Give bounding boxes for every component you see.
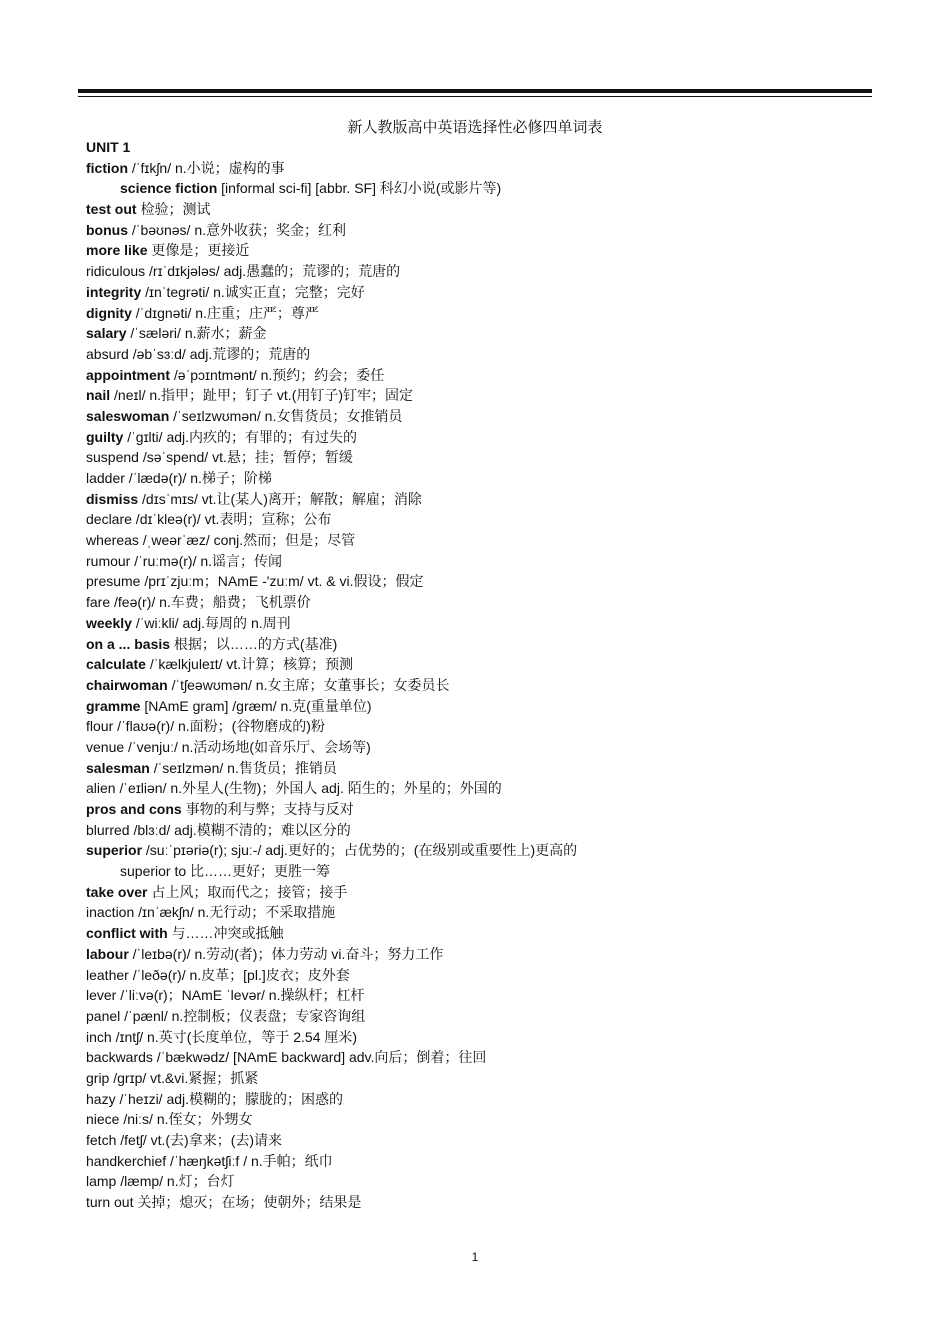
vocab-entry	[86, 509, 886, 530]
vocab-word: on a ... basis	[86, 635, 171, 652]
vocab-entry	[86, 323, 886, 344]
vocab-word: handkerchief	[86, 1152, 167, 1169]
vocab-definition: /ˈdɪɡnəti/ n.庄重；庄严；尊严	[131, 304, 319, 321]
vocab-word: presume	[86, 573, 141, 590]
vocab-definition: /blɜːd/ adj.模糊不清的；难以区分的	[129, 821, 351, 838]
vocab-entry	[86, 861, 886, 882]
vocab-definition: /rɪˈdɪkjələs/ adj.愚蠢的；荒谬的；荒唐的	[145, 263, 401, 280]
vocab-word: blurred	[86, 821, 130, 838]
vocab-entry	[86, 944, 886, 965]
vocab-entry	[86, 261, 886, 282]
vocab-word: absurd	[86, 345, 129, 362]
vocab-word: pros and cons	[86, 801, 182, 817]
vocab-word: fetch	[86, 1132, 117, 1148]
vocab-entry	[86, 1151, 886, 1172]
vocab-definition: /niːs/ n.侄女；外甥女	[119, 1111, 253, 1128]
vocab-word: dismiss	[86, 490, 139, 507]
vocab-definition: /dɪˈkleə(r)/ vt.表明；宣称；公布	[131, 511, 332, 528]
vocab-entry	[86, 1109, 886, 1130]
vocab-definition: /ˈlædə(r)/ n.梯子；阶梯	[124, 470, 272, 486]
vocab-definition: /ˈleðə(r)/ n.皮革；[pl.]皮衣；皮外套	[128, 966, 350, 983]
entry-rows	[86, 158, 886, 1213]
vocab-definition: /prɪˈzjuːm；NAmE -'zuːm/ vt. & vi.假设；假定	[140, 573, 424, 590]
vocab-word: inaction	[86, 904, 135, 921]
vocab-definition: /ɡrɪp/ vt.&vi.紧握；抓紧	[109, 1069, 259, 1086]
vocab-entry	[86, 447, 886, 468]
vocab-entry	[86, 613, 886, 634]
vocab-entry	[86, 902, 886, 923]
vocab-word: rumour	[86, 552, 131, 569]
vocab-word: superior	[86, 842, 143, 859]
vocab-word: whereas	[86, 532, 139, 549]
unit-heading: UNIT 1	[86, 139, 131, 155]
vocab-entry	[86, 1068, 886, 1089]
vocab-word: more like	[86, 242, 148, 259]
vocab-word: science fiction	[120, 180, 218, 197]
document-title: 新人教版高中英语选择性必修四单词表	[347, 118, 603, 136]
vocab-entry	[86, 385, 886, 406]
vocab-entry	[86, 882, 886, 903]
vocab-word: suspend	[86, 449, 139, 466]
vocab-entry	[86, 1006, 886, 1027]
vocab-definition: /ˈseɪlzwʊmən/ n.女售货员；女推销员	[169, 407, 403, 424]
vocab-entry	[86, 220, 886, 241]
vocab-word: niece	[86, 1111, 120, 1128]
vocab-word: flour	[86, 718, 114, 735]
vocab-word: chairwoman	[86, 676, 168, 693]
vocab-definition: /fetʃ/ vt.(去)拿来；(去)请来	[116, 1132, 283, 1148]
page-number: 1	[471, 1250, 479, 1264]
vocab-entry	[86, 303, 886, 324]
vocab-definition: /suːˈpɪəriə(r); sjuː-/ adj.更好的；占优势的；(在级别或重要性上)更高的	[142, 842, 578, 859]
vocab-entry	[86, 282, 886, 303]
vocab-entry	[86, 778, 886, 799]
vocab-entry	[86, 758, 886, 779]
vocab-word: declare	[86, 511, 132, 528]
vocab-entry	[86, 1130, 886, 1151]
vocab-entry	[86, 571, 886, 592]
vocab-definition: /ˈbækwədz/ [NAmE backward] adv.向后；倒着；往回	[152, 1049, 487, 1066]
vocab-word: test out	[86, 201, 137, 218]
vocab-definition: /dɪsˈmɪs/ vt.让(某人)离开；解散；解雇；消除	[138, 490, 422, 507]
vocab-word: salary	[86, 325, 127, 342]
vocab-definition: /ˈvenjuː/ n.活动场地(如音乐厅、会场等)	[124, 738, 371, 755]
vocab-definition: /əbˈsɜːd/ adj.荒谬的；荒唐的	[128, 345, 311, 362]
vocab-definition: 检验；测试	[136, 201, 211, 218]
vocab-definition: 占上风；取而代之；接管；接手	[147, 883, 348, 900]
vocab-word: lamp	[86, 1173, 117, 1190]
vocab-entry	[86, 654, 886, 675]
vocab-definition: /neɪl/ n.指甲；趾甲；钉子 vt.(用钉子)钉牢；固定	[110, 387, 414, 404]
vocab-word: salesman	[86, 759, 150, 776]
vocab-definition: /ˈruːmə(r)/ n.谣言；传闻	[130, 552, 283, 569]
vocab-word: lever	[86, 987, 117, 1004]
vocab-word: fiction	[86, 159, 128, 176]
vocab-definition: /ˈhæŋkətʃiːf / n.手帕；纸巾	[166, 1152, 333, 1169]
vocab-entry	[86, 634, 886, 655]
vocab-word: leather	[86, 966, 129, 983]
vocab-definition: /ˈleɪbə(r)/ n.劳动(者)；体力劳动 vi.奋斗；努力工作	[128, 945, 444, 962]
vocab-word: take over	[86, 883, 148, 900]
vocab-definition: /ˈpænl/ n.控制板；仪表盘；专家咨询组	[120, 1007, 366, 1024]
vocab-word: appointment	[86, 366, 170, 383]
vocab-definition: /ˈseɪlzmən/ n.售货员；推销员	[149, 759, 337, 776]
vocab-entry	[86, 199, 886, 220]
vocab-word: bonus	[86, 221, 128, 238]
vocab-definition: /ɪnˈækʃn/ n.无行动；不采取措施	[134, 904, 336, 921]
header-rule-thick	[78, 89, 872, 93]
vocab-entry	[86, 1027, 886, 1048]
vocab-entry	[86, 240, 886, 261]
vocab-entry	[86, 344, 886, 365]
vocab-word: inch	[86, 1028, 112, 1045]
vocab-definition: 根据；以……的方式(基准)	[170, 635, 338, 652]
vocab-word: weekly	[86, 614, 132, 631]
vocab-entry	[86, 1047, 886, 1068]
vocab-word: labour	[86, 945, 129, 962]
vocab-word: dignity	[86, 304, 132, 321]
vocab-entry	[86, 427, 886, 448]
vocab-word: ridiculous	[86, 263, 146, 280]
vocab-entry	[86, 675, 886, 696]
vocab-definition: /ˈbəʊnəs/ n.意外收获；奖金；红利	[128, 221, 346, 238]
vocab-definition: 关掉；熄灭；在场；使朝外；结果是	[133, 1194, 362, 1211]
vocab-definition: /ˈwiːkli/ adj.每周的 n.周刊	[131, 614, 291, 631]
vocab-definition: /læmp/ n.灯；台灯	[116, 1173, 235, 1190]
vocab-entry	[86, 985, 886, 1006]
vocab-entry	[86, 923, 886, 944]
vocab-entry	[86, 1089, 886, 1110]
vocab-word: nail	[86, 387, 111, 404]
vocab-entry	[86, 178, 886, 199]
vocab-word: backwards	[86, 1049, 153, 1066]
header-rule-thin	[78, 96, 872, 97]
vocab-word: ladder	[86, 470, 125, 486]
vocab-word: gramme	[86, 697, 141, 714]
vocab-word: hazy	[86, 1090, 116, 1107]
vocab-definition: /ɪnˈteɡrəti/ n.诚实正直；完整；完好	[141, 283, 365, 300]
vocab-word: grip	[86, 1069, 110, 1086]
vocab-word: guilty	[86, 428, 124, 445]
vocab-entry	[86, 158, 886, 179]
vocab-entry	[86, 489, 886, 510]
vocab-definition: /ˈtʃeəwʊmən/ n.女主席；女董事长；女委员长	[167, 676, 450, 693]
vocab-entry	[86, 551, 886, 572]
vocab-entry	[86, 820, 886, 841]
vocab-definition: /ˈliːvə(r)；NAmE ˈlevər/ n.操纵杆；杠杆	[116, 987, 365, 1004]
vocab-definition: /ˈheɪzi/ adj.模糊的；朦胧的；困惑的	[115, 1090, 344, 1107]
vocab-word: alien	[86, 780, 116, 797]
vocab-entry	[86, 365, 886, 386]
vocab-definition: /ˈfɪkʃn/ n.小说；虚构的事	[128, 159, 285, 176]
vocab-entry	[86, 965, 886, 986]
vocab-entry	[86, 592, 886, 613]
vocab-entry	[86, 1192, 886, 1213]
vocab-entry	[86, 716, 886, 737]
vocab-definition: [NAmE gram] /ɡræm/ n.克(重量单位)	[140, 697, 372, 714]
vocab-definition: /səˈspend/ vt.悬；挂；暂停；暂缓	[138, 449, 353, 466]
vocab-definition: 事物的利与弊；支持与反对	[181, 801, 354, 817]
vocab-entry	[86, 840, 886, 861]
vocab-definition: /ˈeɪliən/ n.外星人(生物)；外国人 adj. 陌生的；外星的；外国的	[115, 780, 502, 797]
vocab-definition: [informal sci-fi] [abbr. SF] 科幻小说(或影片等)	[217, 180, 502, 197]
vocab-entry	[86, 406, 886, 427]
vocab-definition: /əˈpɔɪntmənt/ n.预约；约会；委任	[170, 366, 385, 383]
vocab-word: superior to	[120, 863, 187, 880]
vocab-definition: 与……冲突或抵触	[167, 925, 284, 942]
vocab-definition: 比……更好；更胜一筹	[186, 863, 331, 880]
vocab-definition: /ɪntʃ/ n.英寸(长度单位，等于 2.54 厘米)	[111, 1028, 358, 1045]
vocab-entry	[86, 737, 886, 758]
vocab-definition: /ˈkælkjuleɪt/ vt.计算；核算；预测	[145, 656, 354, 673]
vocab-definition: /ˈflaʊə(r)/ n.面粉；(谷物磨成的)粉	[113, 718, 325, 735]
vocab-word: panel	[86, 1007, 121, 1024]
vocab-entry	[86, 1171, 886, 1192]
vocabulary-list	[86, 137, 886, 1213]
vocab-definition: 更像是；更接近	[147, 242, 250, 259]
vocab-entry	[86, 468, 886, 489]
vocab-word: conflict with	[86, 925, 168, 942]
vocab-entry	[86, 530, 886, 551]
vocab-entry	[86, 799, 886, 820]
vocab-word: fare	[86, 594, 111, 611]
vocab-entry	[86, 696, 886, 717]
vocab-definition: /feə(r)/ n.车费；船费；飞机票价	[110, 594, 311, 611]
vocab-definition: /ˌweərˈæz/ conj.然而；但是；尽管	[138, 532, 356, 549]
vocab-definition: /ˈsæləri/ n.薪水；薪金	[126, 325, 267, 342]
vocab-word: calculate	[86, 656, 146, 673]
vocab-word: venue	[86, 738, 125, 755]
vocab-word: saleswoman	[86, 407, 170, 424]
vocab-word: turn out	[86, 1194, 134, 1211]
vocab-definition: /ˈɡɪlti/ adj.内疚的；有罪的；有过失的	[123, 428, 358, 445]
vocab-word: integrity	[86, 283, 142, 300]
